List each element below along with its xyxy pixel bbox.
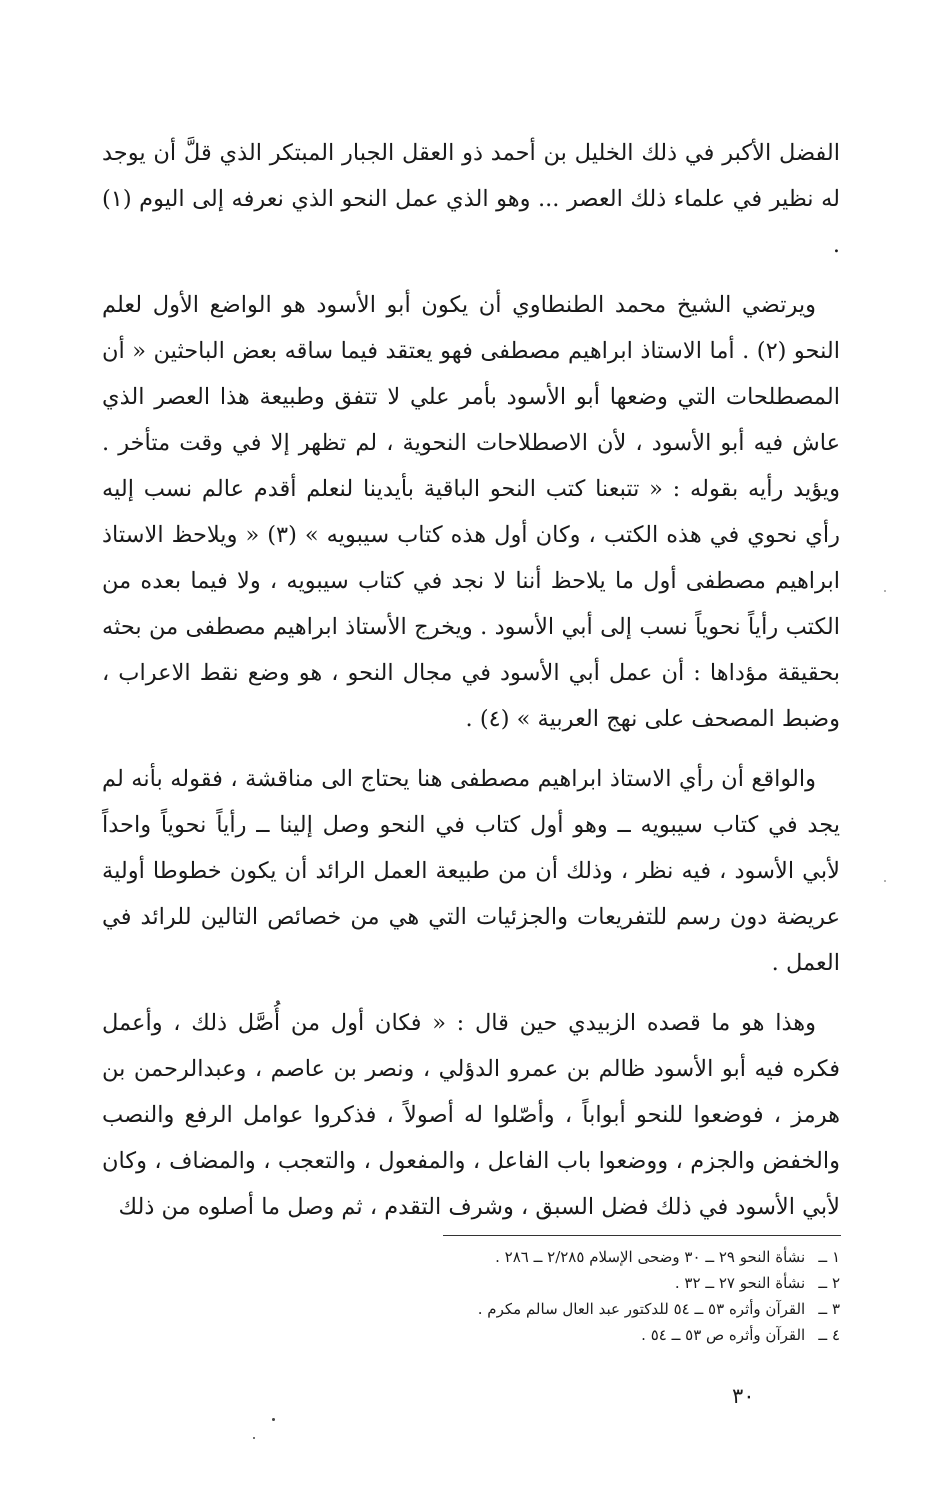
paragraph-gap: [102, 268, 840, 282]
footnotes: [200, 1244, 840, 1348]
footnote-divider: [443, 1235, 841, 1236]
page-number: ٣٠: [732, 1384, 755, 1408]
footnote-text: القرآن وأثره ص ٥٣ ــ ٥٤ .: [641, 1326, 806, 1344]
footnote-2: [200, 1270, 840, 1296]
footnote-number: ٤ ــ: [818, 1326, 840, 1344]
scan-speck: [272, 1418, 275, 1421]
paragraph-2: ويرتضي الشيخ محمد الطنطاوي أن يكون أبو الأسود هو الواضع الأول لعلم النحو (٢) . أما الاستاذ ابراهيم مصطفى فهو يعتقد فيما ساقه بعض الباحثين « أن المصطلحات التي وضعها أبو الأسود بأمر علي لا تتفق وطبيعة هذا العصر الذي عاش فيه أبو الأسود ، لأن الاصطلاحات النحوية ، لم تظهر إلا في وقت متأخر . ويؤيد رأيه بقوله : « تتبعنا كتب النحو الباقية بأيدينا لنعلم أقدم عالم نسب إليه رأي نحوي في هذه الكتب ، وكان أول هذه كتاب سيبويه » (٣) « ويلاحظ الاستاذ ابراهيم مصطفى أول ما يلاحظ أننا لا نجد في كتاب سيبويه ، ولا فيما بعده من الكتب رأياً نحوياً نسب إلى أبي الأسود . ويخرج الأستاذ ابراهيم مصطفى من بحثه بحقيقة مؤداها : أن عمل أبي الأسود في مجال النحو ، هو وضع نقط الاعراب ، وضبط المصحف على نهج العربية » (٤) .: [102, 292, 841, 732]
scan-speck: [884, 880, 886, 882]
footnote-number: ١ ــ: [818, 1248, 840, 1266]
footnote-4: [200, 1322, 840, 1348]
footnote-text: القرآن وأثره ٥٣ ــ ٥٤ للدكتور عبد العال سالم مكرم .: [477, 1300, 806, 1318]
body-text: [102, 130, 840, 1230]
paragraph-gap: [102, 986, 840, 1000]
paragraph-3: والواقع أن رأي الاستاذ ابراهيم مصطفى هنا يحتاج الى مناقشة ، فقوله بأنه لم يجد في كتاب سيبويه ــ وهو أول كتاب في النحو وصل إلينا ــ رأياً نحوياً واحداً لأبي الأسود ، فيه نظر ، وذلك أن من طبيعة العمل الرائد أن يكون خطوطا أولية عريضة دون رسم للتفريعات والجزئيات التي هي من خصائص التالين للرائد في العمل .: [102, 766, 840, 976]
paragraph-4: وهذا هو ما قصده الزبيدي حين قال : « فكان أول من أُصَّل ذلك ، وأعمل فكره فيه أبو الأسود ظالم بن عمرو الدؤلي ، ونصر بن عاصم ، وعبدالرحمن بن هرمز ، فوضعوا للنحو أبواباً ، وأصّلوا له أصولاً ، فذكروا عوامل الرفع والنصب والخفض والجزم ، ووضعوا باب الفاعل ، والمفعول ، والتعجب ، والمضاف ، وكان لأبي الأسود في ذلك فضل السبق ، وشرف التقدم ، ثم وصل ما أصلوه من ذلك: [102, 1010, 840, 1220]
footnote-3: [200, 1296, 840, 1322]
footnote-number: ٣ ــ: [818, 1300, 840, 1318]
footnote-number: ٢ ــ: [818, 1274, 840, 1292]
footnote-text: نشأة النحو ٢٩ ــ ٣٠ وضحى الإسلام ٢/٢٨٥ ــ ٢٨٦ .: [495, 1248, 806, 1266]
scan-speck: [884, 590, 886, 592]
footnote-1: [200, 1244, 840, 1270]
footnote-text: نشأة النحو ٢٧ ــ ٣٢ .: [674, 1274, 806, 1292]
scan-speck: [253, 1437, 255, 1439]
paragraph-gap: [102, 742, 840, 756]
paragraph-1: الفضل الأكبر في ذلك الخليل بن أحمد ذو العقل الجبار المبتكر الذي قلَّ أن يوجد له نظير في علماء ذلك العصر ... وهو الذي عمل النحو الذي نعرفه إلى اليوم (١) .: [102, 140, 840, 258]
